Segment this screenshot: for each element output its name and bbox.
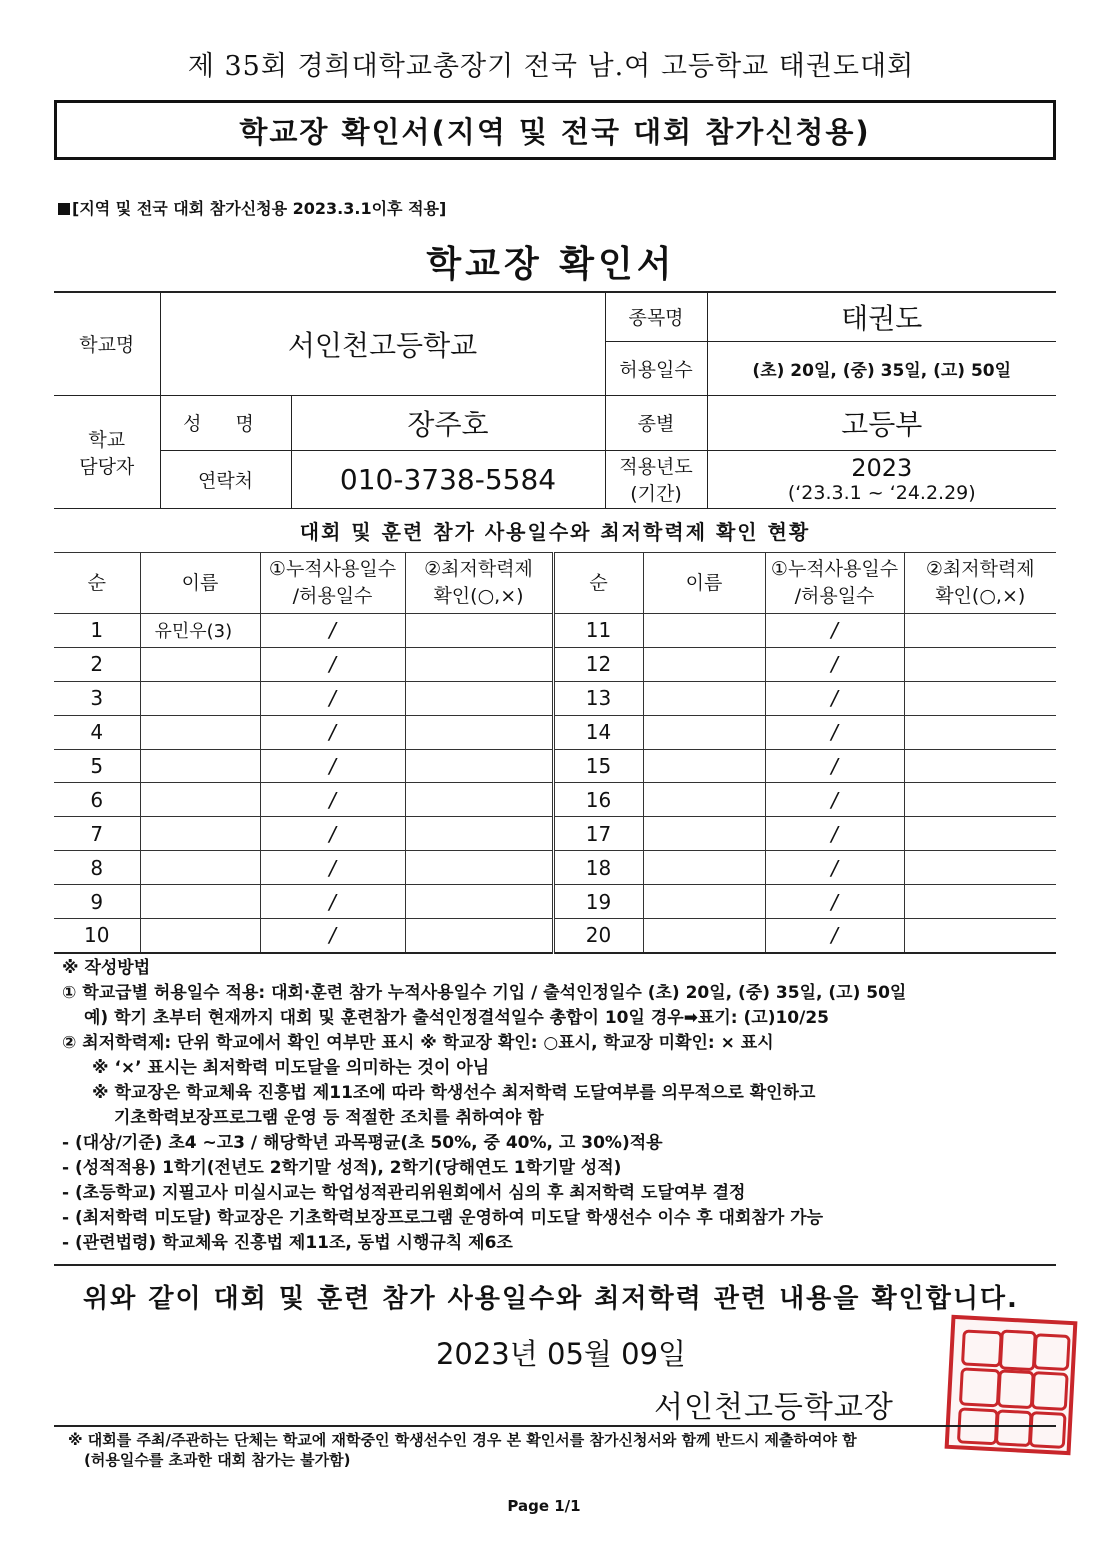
confirmation-statement: 위와 같이 대회 및 훈련 참가 사용일수와 최저학력 관련 내용을 확인합니다.	[83, 1284, 1019, 1314]
apply-period: (‘23.3.1 ~ ‘24.2.29)	[787, 482, 976, 504]
athlete-name: 유민우(3)	[140, 614, 260, 648]
athlete-name	[140, 851, 260, 885]
days-used-cell: /	[765, 885, 904, 919]
col-check-line-2: 확인(○,×)	[433, 585, 524, 607]
row-number: 14	[553, 715, 643, 749]
instruction-line: ※ 학교장은 학교체육 진흥법 제11조에 따라 학생선수 최저학력 도달여부를 의무적으로 확인하고	[92, 1083, 816, 1103]
col-no-header: 순	[54, 553, 140, 614]
applicability-notice	[58, 196, 446, 219]
footnote-line-1: ※ 대회를 주최/주관하는 단체는 학교에 재학중인 학생선수인 경우 본 확인서를 참가신청서와 함께 반드시 제출하여야 함	[68, 1431, 857, 1449]
days-used-cell: /	[260, 749, 405, 783]
allowed-days-label: 허용일수	[605, 341, 707, 395]
days-used-cell: /	[260, 715, 405, 749]
seal-glyph	[1031, 1371, 1069, 1411]
days-used-cell: /	[260, 885, 405, 919]
instruction-line: ② 최저학력제: 단위 학교에서 확인 여부만 표시 ※ 학교장 확인: ○표시, 학교장 미확인: × 표시	[62, 1033, 774, 1053]
apply-year-value	[707, 450, 1056, 508]
row-number: 20	[553, 919, 643, 953]
row-number: 4	[54, 715, 140, 749]
instruction-line: ① 학교급별 허용일수 적용: 대회·훈련 참가 누적사용일수 기입 / 출석인정일수 (초) 20일, (중) 35일, (고) 50일	[62, 983, 907, 1003]
roster-row	[54, 851, 1056, 885]
apply-year-label-line-1: 적용년도	[619, 456, 693, 478]
col-check-line-1: ②최저학력제	[925, 558, 1035, 580]
academic-check-cell	[904, 715, 1056, 749]
instruction-line: 예) 학기 초부터 현재까지 대회 및 훈련참가 출석인정결석일수 총합이 10일 경우➡표기: (고)10/25	[84, 1008, 829, 1028]
division-value: 고등부	[707, 395, 1056, 450]
contact-label: 연락처	[160, 450, 291, 508]
apply-year-label	[605, 450, 707, 508]
roster-row	[54, 614, 1056, 648]
days-used-cell: /	[260, 783, 405, 817]
row-number: 17	[553, 817, 643, 851]
contact-value: 010-3738-5584	[291, 450, 605, 508]
boxed-form-title: 학교장 확인서(지역 및 전국 대회 참가신청용)	[54, 100, 1056, 160]
academic-check-cell	[405, 817, 553, 851]
athlete-name	[643, 919, 765, 953]
athlete-name	[643, 885, 765, 919]
col-no-header-right: 순	[553, 553, 643, 614]
instructions-heading: ※ 작성방법	[62, 958, 151, 978]
row-number: 18	[553, 851, 643, 885]
col-check-line-1: ②최저학력제	[424, 558, 533, 580]
academic-check-cell	[405, 749, 553, 783]
row-number: 7	[54, 817, 140, 851]
academic-check-cell	[405, 715, 553, 749]
athlete-name	[643, 749, 765, 783]
academic-check-cell	[405, 783, 553, 817]
row-number: 6	[54, 783, 140, 817]
instruction-line: - (최저학력 미도달) 학교장은 기초학력보장프로그램 운영하여 미도달 학생선수 이수 후 대회참가 가능	[62, 1208, 823, 1228]
academic-check-cell	[904, 614, 1056, 648]
athlete-name	[643, 715, 765, 749]
academic-check-cell	[904, 817, 1056, 851]
athlete-name	[140, 681, 260, 715]
manager-label-line-2: 담당자	[79, 455, 135, 478]
instruction-line: ※ ‘×’ 표시는 최저학력 미도달을 의미하는 것이 아님	[92, 1058, 490, 1078]
page-number: Page 1/1	[507, 1497, 581, 1515]
athlete-name	[643, 817, 765, 851]
athlete-name	[140, 783, 260, 817]
instruction-line: - (관련법령) 학교체육 진흥법 제11조, 동법 시행규칙 제6조	[62, 1233, 513, 1253]
days-used-cell: /	[260, 919, 405, 953]
row-number: 12	[553, 647, 643, 681]
manager-name-label: 성 명	[160, 395, 291, 450]
roster-row	[54, 817, 1056, 851]
days-used-cell: /	[260, 681, 405, 715]
col-name-header-right: 이름	[643, 553, 765, 614]
school-info-table	[54, 291, 1056, 509]
academic-check-cell	[904, 681, 1056, 715]
col-days-header-right	[765, 553, 904, 614]
days-used-cell: /	[765, 749, 904, 783]
days-used-cell: /	[765, 681, 904, 715]
academic-check-cell	[904, 919, 1056, 953]
athlete-name	[140, 715, 260, 749]
seal-glyph	[961, 1329, 1003, 1367]
col-days-line-2: /허용일수	[292, 585, 373, 607]
instructions	[62, 956, 1062, 1256]
footnote-line-2: (허용일수를 초과한 대회 참가는 불가함)	[84, 1451, 351, 1469]
athlete-name	[140, 817, 260, 851]
days-used-cell: /	[765, 647, 904, 681]
athlete-name	[140, 885, 260, 919]
sport-label: 종목명	[605, 292, 707, 341]
days-used-cell: /	[765, 715, 904, 749]
square-bullet-icon	[58, 203, 70, 215]
academic-check-cell	[904, 749, 1056, 783]
roster-row	[54, 681, 1056, 715]
roster-row	[54, 715, 1056, 749]
col-name-header: 이름	[140, 553, 260, 614]
academic-check-cell	[405, 647, 553, 681]
row-number: 16	[553, 783, 643, 817]
academic-check-cell	[405, 851, 553, 885]
col-days-line-1: ①누적사용일수	[268, 558, 397, 580]
seal-glyph	[959, 1367, 1001, 1407]
roster-row	[54, 919, 1056, 953]
school-name-label: 학교명	[54, 292, 160, 395]
apply-year: 2023	[851, 454, 913, 482]
seal-glyph	[1033, 1333, 1071, 1371]
instruction-line: - (성적적용) 1학기(전년도 2학기말 성적), 2학기(당해연도 1학기말 성적)	[62, 1158, 622, 1178]
athlete-name	[643, 647, 765, 681]
col-check-header-right	[904, 553, 1056, 614]
athlete-name	[643, 614, 765, 648]
days-used-cell: /	[260, 647, 405, 681]
row-number: 8	[54, 851, 140, 885]
manager-name-value: 장주호	[291, 395, 605, 450]
manager-label-line-1: 학교	[88, 428, 126, 451]
row-number: 11	[553, 614, 643, 648]
divider	[54, 1425, 1056, 1427]
roster-row	[54, 749, 1056, 783]
days-used-cell: /	[765, 783, 904, 817]
seal-glyph	[1029, 1411, 1067, 1449]
seal-glyph	[997, 1369, 1035, 1409]
row-number: 9	[54, 885, 140, 919]
col-days-line-2: /허용일수	[794, 585, 875, 607]
school-name-value: 서인천고등학교	[160, 292, 605, 395]
athlete-roster-table	[54, 552, 1056, 954]
instruction-line: - (대상/기준) 초4 ~고3 / 해당학년 과목평균(초 50%, 중 40%, 고 30%)적용	[62, 1133, 663, 1153]
athlete-name	[140, 919, 260, 953]
apply-year-label-line-2: (기간)	[630, 483, 682, 505]
document-title: 학교장 확인서	[426, 244, 676, 285]
col-days-line-1: ①누적사용일수	[770, 558, 899, 580]
row-number: 10	[54, 919, 140, 953]
athlete-name	[643, 783, 765, 817]
days-used-cell: /	[765, 919, 904, 953]
academic-check-cell	[405, 885, 553, 919]
instruction-line: - (초등학교) 지필고사 미실시교는 학업성적관리위원회에서 심의 후 최저학력 도달여부 결정	[62, 1183, 746, 1203]
sport-value: 태권도	[707, 292, 1056, 341]
col-check-line-2: 확인(○,×)	[935, 585, 1026, 607]
academic-check-cell	[405, 681, 553, 715]
academic-check-cell	[904, 647, 1056, 681]
allowed-days-value: (초) 20일, (중) 35일, (고) 50일	[707, 341, 1056, 395]
roster-row	[54, 647, 1056, 681]
row-number: 1	[54, 614, 140, 648]
event-title: 제 35회 경희대학교총장기 전국 남.여 고등학교 태권도대회	[187, 51, 915, 82]
row-number: 15	[553, 749, 643, 783]
academic-check-cell	[904, 885, 1056, 919]
days-used-cell: /	[765, 614, 904, 648]
divider	[54, 1264, 1056, 1266]
roster-row	[54, 885, 1056, 919]
athlete-name	[643, 851, 765, 885]
athlete-name	[140, 749, 260, 783]
days-used-cell: /	[260, 817, 405, 851]
days-used-cell: /	[765, 851, 904, 885]
official-seal-stamp	[945, 1315, 1078, 1455]
col-days-header	[260, 553, 405, 614]
col-check-header	[405, 553, 553, 614]
row-number: 3	[54, 681, 140, 715]
days-used-cell: /	[260, 614, 405, 648]
seal-glyph	[999, 1329, 1037, 1371]
division-label: 종별	[605, 395, 707, 450]
academic-check-cell	[405, 919, 553, 953]
roster-row	[54, 783, 1056, 817]
academic-check-cell	[904, 851, 1056, 885]
athlete-name	[140, 647, 260, 681]
usage-status-heading: 대회 및 훈련 참가 사용일수와 최저학력제 확인 현황	[299, 519, 811, 544]
notice-text: [지역 및 전국 대회 참가신청용 2023.3.1이후 적용]	[72, 199, 447, 218]
principal-signature: 서인천고등학교장	[654, 1390, 894, 1425]
row-number: 2	[54, 647, 140, 681]
row-number: 19	[553, 885, 643, 919]
school-manager-label	[54, 395, 160, 508]
row-number: 13	[553, 681, 643, 715]
issue-date: 2023년 05월 09일	[435, 1337, 687, 1371]
athlete-name	[643, 681, 765, 715]
academic-check-cell	[904, 783, 1056, 817]
academic-check-cell	[405, 614, 553, 648]
instruction-line: 기초학력보장프로그램 운영 등 적절한 조치를 취하여야 함	[114, 1108, 544, 1128]
seal-glyph	[995, 1409, 1033, 1447]
days-used-cell: /	[765, 817, 904, 851]
row-number: 5	[54, 749, 140, 783]
days-used-cell: /	[260, 851, 405, 885]
footnote	[68, 1430, 857, 1470]
